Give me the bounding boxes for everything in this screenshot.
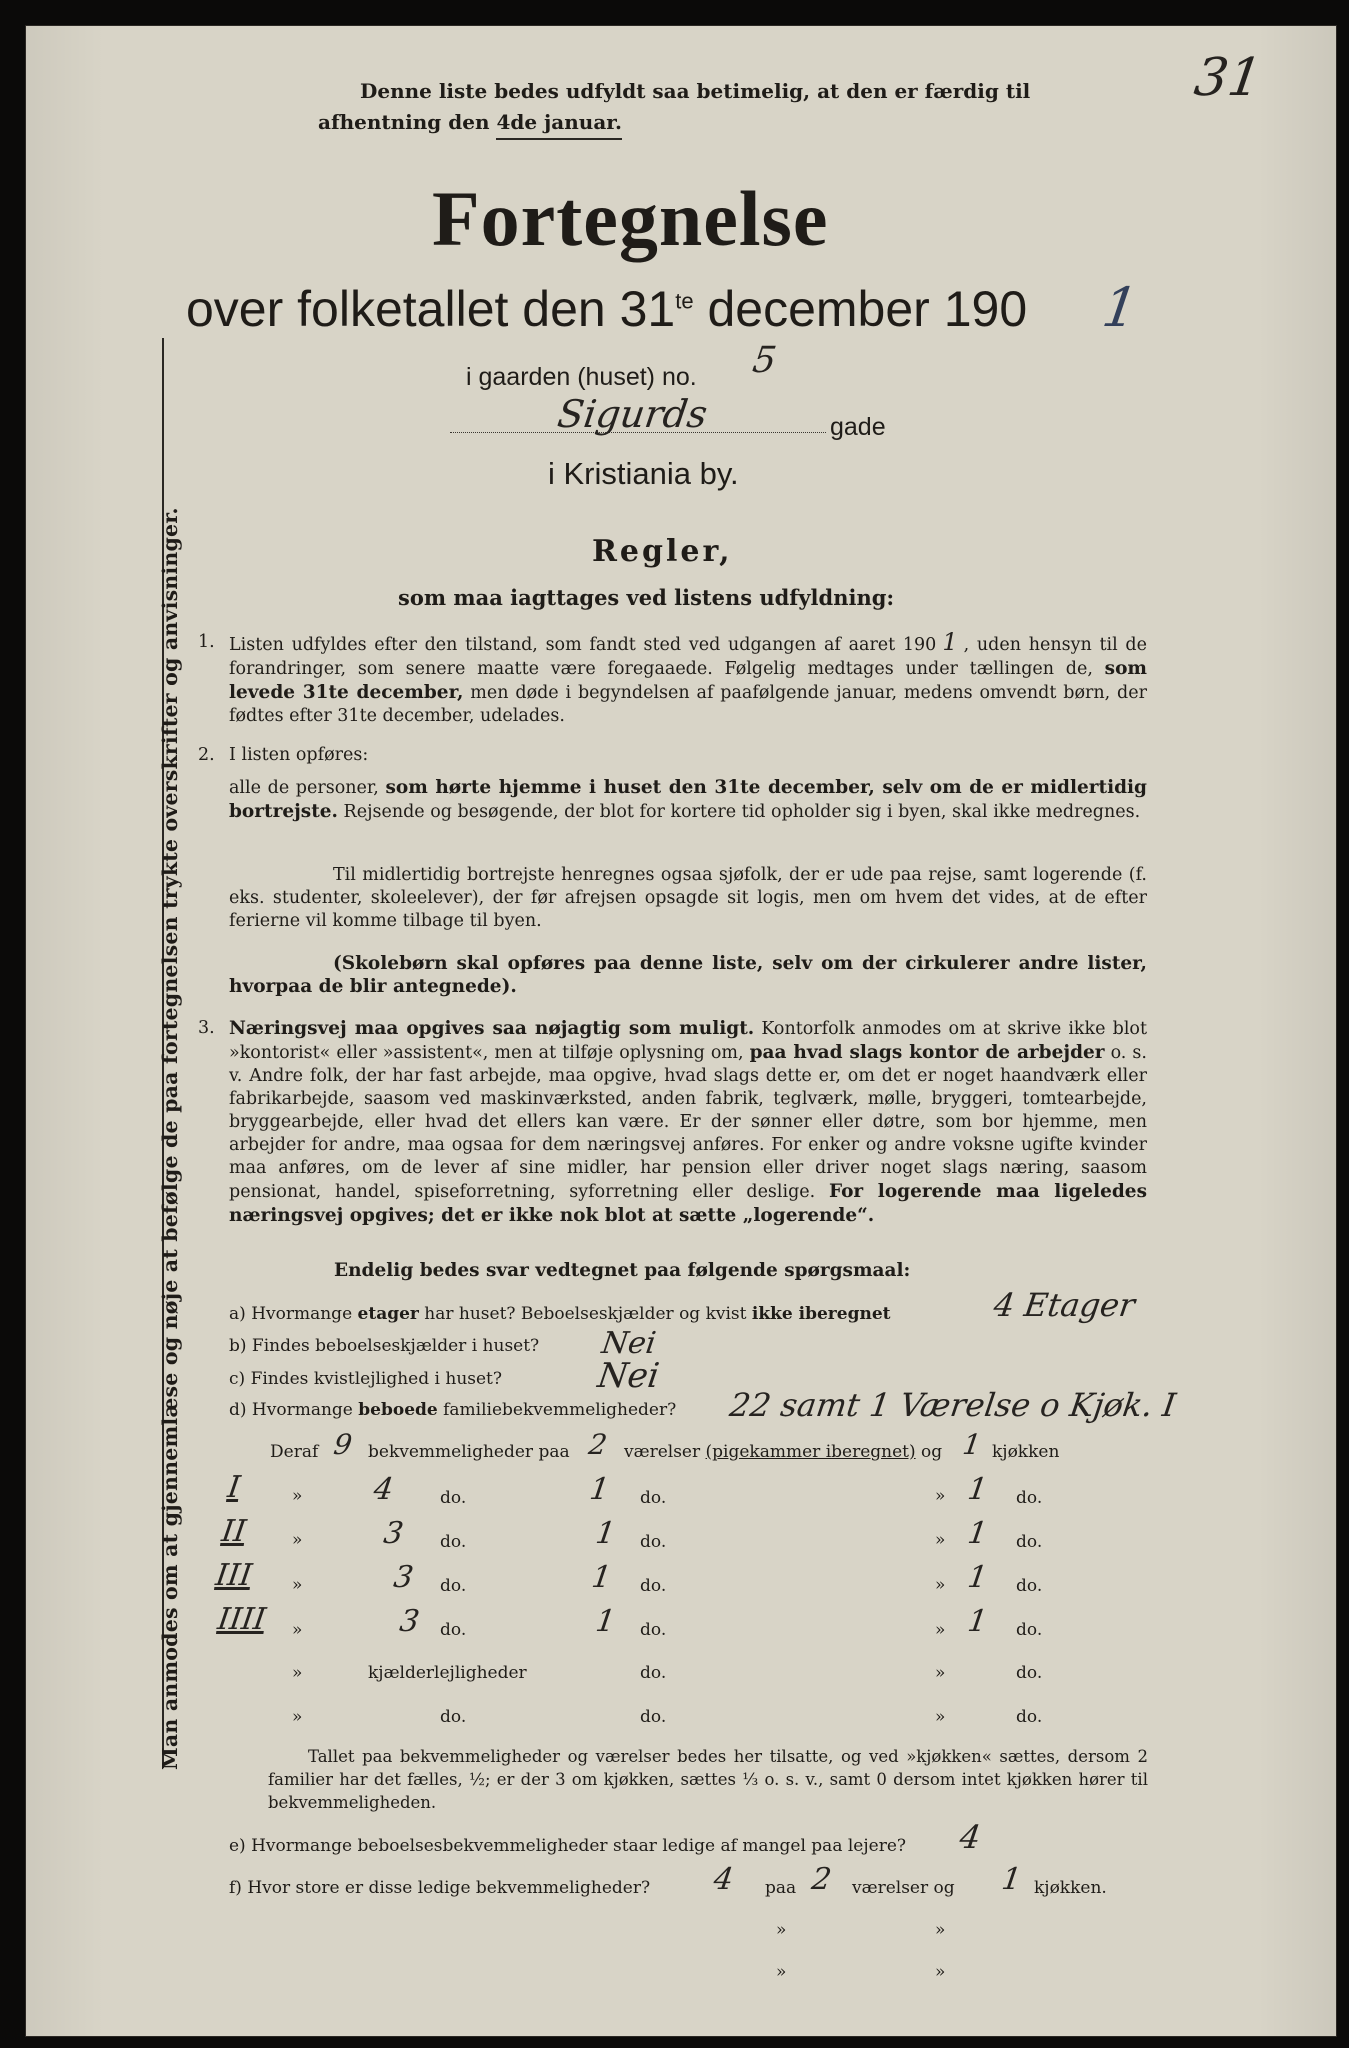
table-row-0-rooms: 2 [586, 1428, 610, 1461]
rule-2-intro: I listen opføres: [229, 745, 369, 765]
table-row-0-count: 9 [331, 1428, 355, 1461]
table-row-1-count: 4 [371, 1472, 396, 1507]
table-row-6-do2: do. [640, 1707, 667, 1727]
table-kjaelder: kjælderlejligheder [368, 1663, 527, 1683]
answer-c: Nei [595, 1356, 662, 1396]
question-f-kjok: kjøkken. [1034, 1878, 1107, 1898]
trailing-quote-2: » [935, 1920, 946, 1940]
table-row-2-quote2: » [935, 1530, 946, 1550]
question-f-label: f) [229, 1878, 242, 1898]
table-bekv: bekvemmeligheder paa [368, 1442, 570, 1462]
top-note-line1: Denne liste bedes udfyldt saa betimelig, at den er færdig til [360, 79, 1031, 103]
question-d-text2: familiebekvemmeligheder? [443, 1400, 677, 1420]
table-vaer-label: værelser [624, 1442, 701, 1462]
table-row-4-mark: IIII [215, 1602, 268, 1637]
table-pige-label: (pigekammer iberegnet) [705, 1442, 916, 1462]
table-row-3-do2: do. [640, 1576, 667, 1596]
question-d-text1: Hvormange [251, 1400, 353, 1420]
table-row-1-mark: I [225, 1470, 243, 1505]
question-b-label: b) [229, 1336, 247, 1356]
regler-subtitle: som maa iagttages ved listens udfyldning: [398, 585, 895, 610]
question-a-text1: Hvormange [251, 1304, 353, 1324]
by-label: i Kristiania by. [548, 456, 739, 491]
rule-3 [229, 1017, 1147, 1228]
table-row-0-kitchen: 1 [960, 1428, 984, 1461]
table-row-1-quote: » [292, 1486, 303, 1506]
table-row-6-quote2: » [935, 1707, 946, 1727]
rule-2-bold: som hørte hjemme i huset den 31te december, selv om de er midlertidig bortrejste. [229, 777, 1147, 822]
question-d [229, 1400, 676, 1420]
question-d-label: d) [229, 1400, 247, 1420]
question-a-bold2: ikke iberegnet [751, 1304, 891, 1324]
question-c-label: c) [229, 1369, 246, 1389]
question-e-label: e) [229, 1836, 246, 1856]
answer-f-3: 1 [999, 1862, 1024, 1897]
table-row-2-do2: do. [640, 1532, 667, 1552]
question-e [229, 1836, 906, 1856]
table-row-2-do3: do. [1016, 1532, 1043, 1552]
question-b-text: Findes beboelseskjælder i huset? [251, 1336, 540, 1356]
table-row-4-quote: » [292, 1620, 303, 1640]
table-row-2-do1: do. [440, 1532, 467, 1552]
table-row-4-do1: do. [440, 1620, 467, 1640]
table-row-3-mark: III [213, 1558, 255, 1593]
table-row-5-quote2: » [935, 1663, 946, 1683]
question-f-text: Hvor store er disse ledige bekvemmeligheder? [247, 1878, 651, 1898]
table-row-4-do2: do. [640, 1620, 667, 1640]
question-f [229, 1878, 650, 1898]
rule-1-b: , uden hensyn til de forandringer, som senere maatte være foregaaede. Følgelig medtages under tællingen de, [229, 635, 1147, 679]
table-row-4-quote2: » [935, 1620, 946, 1640]
answer-f-2: 2 [809, 1862, 834, 1897]
rule-2-p2: Til midlertidig bortrejste henregnes ogsaa sjøfolk, der er ude paa rejse, samt logerende (f. eks. studenter, skoleelever), der før afrejsen opsagde sit logis, men om hvem det vides, at de efter ferierne vil komme tilbage til byen. [229, 865, 1147, 931]
table-vaer [624, 1442, 942, 1462]
question-d-bold: beboede [358, 1400, 438, 1420]
table-row-3-quote2: » [935, 1575, 946, 1595]
table-row-3-do3: do. [1016, 1576, 1043, 1596]
table-row-1-kitchen: 1 [965, 1472, 990, 1507]
rule-3-bold3: For logerende maa ligeledes næringsvej opgives; det er ikke nok blot at sætte „logerende“. [229, 1181, 1147, 1226]
gade-label: gade [830, 413, 886, 441]
rule-1-a: Listen udfyldes efter den tilstand, som fandt sted ved udgangen af aaret 190 [229, 635, 937, 655]
table-row-2-mark: II [219, 1514, 249, 1549]
question-a-text2: har huset? Beboelseskjælder og kvist [424, 1304, 747, 1324]
question-a-bold: etager [357, 1304, 419, 1324]
table-row-5-do2: do. [640, 1663, 667, 1683]
page-number: 31 [1190, 48, 1266, 108]
table-row-1-rooms: 1 [587, 1472, 612, 1507]
table-row-4-count: 3 [397, 1604, 422, 1639]
table-row-4-do3: do. [1016, 1620, 1043, 1640]
subtitle-text2: december 190 [707, 281, 1028, 337]
table-kjokken: kjøkken [992, 1442, 1060, 1462]
rule-3-num: 3. [198, 1018, 215, 1038]
page-title: Fortegnelse [432, 175, 829, 262]
rule-1 [229, 628, 1147, 728]
question-f-vaer: værelser og [852, 1878, 955, 1898]
top-note-line2 [318, 107, 622, 140]
table-row-5-do3: do. [1016, 1663, 1043, 1683]
subtitle-hand-year: 1 [1098, 276, 1142, 339]
question-c-text: Findes kvistlejlighed i huset? [250, 1369, 503, 1389]
rule-2-b: Rejsende og besøgende, der blot for kortere tid opholder sig i byen, skal ikke medregnes. [343, 802, 1141, 822]
table-row-2-kitchen: 1 [965, 1516, 990, 1551]
question-a [229, 1304, 891, 1324]
rule-2-num: 2. [198, 745, 215, 765]
trailing-quote-1: » [776, 1920, 787, 1940]
rule-1-num: 1. [198, 632, 215, 652]
table-row-1-do2: do. [640, 1488, 667, 1508]
subtitle-text: over folketallet den 31 [186, 281, 676, 337]
table-row-6-quote: » [292, 1707, 303, 1727]
gaard-hand-no: 5 [750, 340, 779, 381]
table-deraf: Deraf [270, 1442, 319, 1462]
table-row-1-quote2: » [935, 1486, 946, 1506]
table-row-3-do1: do. [440, 1576, 467, 1596]
table-row-3-count: 3 [391, 1560, 416, 1595]
table-row-6-do3: do. [1016, 1707, 1043, 1727]
question-a-label: a) [229, 1304, 246, 1324]
question-b [229, 1336, 539, 1356]
top-note-line2-pre: afhentning den [318, 110, 490, 134]
gaard-label: i gaarden (huset) no. [466, 363, 697, 391]
rule-2-a: alle de personer, [229, 778, 379, 798]
answer-b: Nei [599, 1326, 659, 1361]
question-e-text: Hvormange beboelsesbekvemmeligheder staar ledige af mangel paa lejere? [251, 1836, 906, 1856]
subtitle [186, 280, 1027, 338]
margin-text: Man anmodes om at gjennemlæse og nøje at befølge de paa fortegnelsen trykte overskrifter og anvisninger. [158, 507, 182, 1770]
rule-2-p3: (Skolebørn skal opføres paa denne liste, selv om der cirkulerer andre lister, hvorpaa de blir antegnede). [229, 953, 1147, 997]
question-c [229, 1369, 502, 1389]
rule-1-c: men døde i begyndelsen af paafølgende januar, medens omvendt børn, der fødtes efter 31te december, udelades. [229, 683, 1147, 726]
table-row-3-kitchen: 1 [965, 1560, 990, 1595]
rule-2 [229, 776, 1147, 824]
rule-3-b: o. s. v. Andre folk, der har fast arbejde, maa opgive, hvad slags dette er, om det er noget haandværk eller fabrikarbejde, saasom ved maskinværksted, anden fabrik, teglværk, mølle, bryggeri, tomtearbejde, bryggearbejde, eller hvad det ellers kan være. Er der sønner eller døtre, som bor hjemme, men arbejder for andre, maa ogsaa for dem næringsvej anføres. For enker og andre voksne ugifte kvinder maa anføres, om de lever af sine midler, har pension eller driver noget slags næring, saasom pensionat, handel, spiseforretning, syforretning eller deslige. [229, 1043, 1147, 1202]
table-row-1-do1: do. [440, 1488, 467, 1508]
table-row-2-quote: » [292, 1530, 303, 1550]
gade-hand-street: Sigurds [554, 392, 711, 436]
table-og-label: og [921, 1442, 943, 1462]
rule-3-a: Kontorfolk anmodes om at skrive ikke blot »kontorist« eller »assistent«, men at tilføje oplysning om, [229, 1019, 1147, 1063]
trailing-quote-4: » [935, 1962, 946, 1982]
table-row-4-rooms: 1 [593, 1604, 618, 1639]
table-row-5-quote: » [292, 1663, 303, 1683]
question-f-paa: paa [765, 1878, 797, 1898]
rule-3-bold2: paa hvad slags kontor de arbejder [749, 1042, 1105, 1063]
table-row-1-do3: do. [1016, 1488, 1043, 1508]
questions-intro: Endelig bedes svar vedtegnet paa følgende spørgsmaal: [334, 1260, 911, 1281]
answer-d: 22 samt 1 Værelse o Kjøk. I [727, 1386, 1179, 1424]
rule-1-hand: 1 [942, 628, 958, 656]
answer-e: 4 [957, 1818, 984, 1856]
table-row-2-rooms: 1 [593, 1516, 618, 1551]
trailing-quote-3: » [776, 1962, 787, 1982]
table-row-3-quote: » [292, 1575, 303, 1595]
answer-f-1: 4 [711, 1862, 736, 1897]
subtitle-sup: te [675, 288, 694, 314]
regler-title: Regler, [592, 534, 733, 569]
table-note: Tallet paa bekvemmeligheder og værelser bedes her tilsatte, og ved »kjøkken« sættes, dersom 2 familier har det fælles, ½; er der 3 om kjøkken, sættes ⅓ o. s. v., samt 0 dersom intet kjøkken hører til bekvemmeligheden. [268, 1747, 1148, 1812]
table-row-4-kitchen: 1 [965, 1604, 990, 1639]
table-row-3-rooms: 1 [589, 1560, 614, 1595]
top-note-date: 4de januar. [496, 107, 622, 140]
table-row-2-count: 3 [381, 1516, 406, 1551]
answer-a: 4 Etager [991, 1286, 1138, 1324]
rule-3-bold1: Næringsvej maa opgives saa nøjagtig som muligt. [229, 1018, 755, 1039]
table-row-6-do1: do. [440, 1707, 467, 1727]
rule-1-bold: som levede 31te december, [229, 658, 1147, 703]
